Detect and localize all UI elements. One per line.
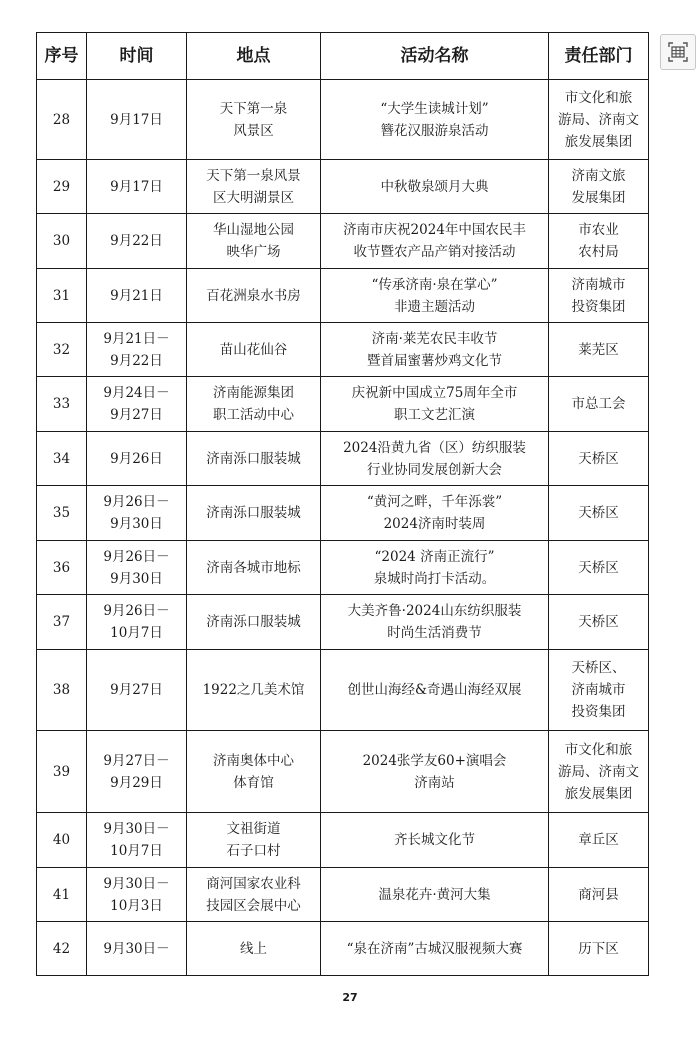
page-number: 27	[342, 991, 358, 1004]
table-row	[37, 432, 649, 486]
row-dept: 市文化和旅 游局、济南文 旅发展集团	[549, 731, 649, 813]
row-dept: 天桥区、 济南城市 投资集团	[549, 650, 649, 731]
row-activity: 温泉花卉·黄河大集	[321, 868, 549, 922]
row-place: 天下第一泉 风景区	[187, 80, 321, 160]
row-activity: 济南·莱芜农民丰收节 暨首届蜜薯炒鸡文化节	[321, 323, 549, 377]
events-table	[36, 32, 649, 976]
row-time: 9月17日	[87, 160, 187, 214]
table-row	[37, 323, 649, 377]
table-row	[37, 868, 649, 922]
row-time: 9月26日－ 9月30日	[87, 541, 187, 595]
row-time: 9月22日	[87, 214, 187, 269]
row-place: 百花洲泉水书房	[187, 269, 321, 323]
row-time: 9月24日－ 9月27日	[87, 377, 187, 432]
row-place: 商河国家农业科 技园区会展中心	[187, 868, 321, 922]
row-place: 济南各城市地标	[187, 541, 321, 595]
header-place: 地点	[187, 33, 321, 80]
row-serial: 37	[37, 595, 87, 650]
row-activity: 济南市庆祝2024年中国农民丰 收节暨农产品产销对接活动	[321, 214, 549, 269]
row-activity: “黄河之畔，千年泺裳” 2024济南时装周	[321, 486, 549, 541]
table-row	[37, 813, 649, 868]
header-dept: 责任部门	[549, 33, 649, 80]
row-place: 苗山花仙谷	[187, 323, 321, 377]
row-dept: 济南城市 投资集团	[549, 269, 649, 323]
row-time: 9月26日－ 9月30日	[87, 486, 187, 541]
table-extract-button[interactable]	[660, 34, 696, 70]
header-time: 时间	[87, 33, 187, 80]
table-row	[37, 377, 649, 432]
row-activity: “泉在济南”古城汉服视频大赛	[321, 922, 549, 976]
table-row	[37, 214, 649, 269]
row-dept: 莱芜区	[549, 323, 649, 377]
row-serial: 40	[37, 813, 87, 868]
row-place: 济南能源集团 职工活动中心	[187, 377, 321, 432]
row-place: 华山湿地公园 映华广场	[187, 214, 321, 269]
row-serial: 29	[37, 160, 87, 214]
row-dept: 章丘区	[549, 813, 649, 868]
row-activity: 中秋敬泉颂月大典	[321, 160, 549, 214]
row-serial: 34	[37, 432, 87, 486]
row-place: 济南泺口服装城	[187, 432, 321, 486]
row-serial: 32	[37, 323, 87, 377]
table-extract-icon	[668, 42, 688, 62]
header-serial: 序号	[37, 33, 87, 80]
row-time: 9月30日－	[87, 922, 187, 976]
row-time: 9月26日－ 10月7日	[87, 595, 187, 650]
row-place: 济南泺口服装城	[187, 486, 321, 541]
row-time: 9月21日－ 9月22日	[87, 323, 187, 377]
row-activity: 2024沿黄九省（区）纺织服装 行业协同发展创新大会	[321, 432, 549, 486]
table-row	[37, 269, 649, 323]
row-activity: 2024张学友60+演唱会 济南站	[321, 731, 549, 813]
table-row	[37, 922, 649, 976]
row-activity: “2024 济南正流行” 泉城时尚打卡活动。	[321, 541, 549, 595]
table-header-row	[37, 33, 649, 80]
row-place: 文祖街道 石子口村	[187, 813, 321, 868]
row-serial: 41	[37, 868, 87, 922]
row-dept: 市农业 农村局	[549, 214, 649, 269]
row-dept: 市文化和旅 游局、济南文 旅发展集团	[549, 80, 649, 160]
row-dept: 济南文旅 发展集团	[549, 160, 649, 214]
row-serial: 28	[37, 80, 87, 160]
table-row	[37, 80, 649, 160]
row-dept: 天桥区	[549, 486, 649, 541]
row-time: 9月21日	[87, 269, 187, 323]
row-serial: 35	[37, 486, 87, 541]
table-row	[37, 541, 649, 595]
row-serial: 42	[37, 922, 87, 976]
row-serial: 31	[37, 269, 87, 323]
row-place: 济南奥体中心 体育馆	[187, 731, 321, 813]
row-activity: “大学生读城计划” 簪花汉服游泉活动	[321, 80, 549, 160]
row-place: 济南泺口服装城	[187, 595, 321, 650]
row-place: 线上	[187, 922, 321, 976]
row-serial: 36	[37, 541, 87, 595]
row-dept: 天桥区	[549, 541, 649, 595]
row-time: 9月17日	[87, 80, 187, 160]
row-dept: 市总工会	[549, 377, 649, 432]
row-time: 9月30日－ 10月7日	[87, 813, 187, 868]
row-dept: 天桥区	[549, 595, 649, 650]
row-time: 9月30日－ 10月3日	[87, 868, 187, 922]
row-time: 9月27日－ 9月29日	[87, 731, 187, 813]
row-place: 天下第一泉风景 区大明湖景区	[187, 160, 321, 214]
table-row	[37, 650, 649, 731]
row-serial: 33	[37, 377, 87, 432]
row-time: 9月27日	[87, 650, 187, 731]
row-activity: 齐长城文化节	[321, 813, 549, 868]
row-activity: “传承济南·泉在掌心” 非遗主题活动	[321, 269, 549, 323]
row-serial: 30	[37, 214, 87, 269]
row-activity: 创世山海经&奇遇山海经双展	[321, 650, 549, 731]
row-serial: 38	[37, 650, 87, 731]
row-activity: 大美齐鲁·2024山东纺织服装 时尚生活消费节	[321, 595, 549, 650]
row-dept: 历下区	[549, 922, 649, 976]
row-dept: 天桥区	[549, 432, 649, 486]
table-row	[37, 160, 649, 214]
row-time: 9月26日	[87, 432, 187, 486]
table-row	[37, 595, 649, 650]
row-place: 1922之几美术馆	[187, 650, 321, 731]
table-row	[37, 486, 649, 541]
row-dept: 商河县	[549, 868, 649, 922]
table-row	[37, 731, 649, 813]
row-activity: 庆祝新中国成立75周年全市 职工文艺汇演	[321, 377, 549, 432]
row-serial: 39	[37, 731, 87, 813]
header-activity: 活动名称	[321, 33, 549, 80]
